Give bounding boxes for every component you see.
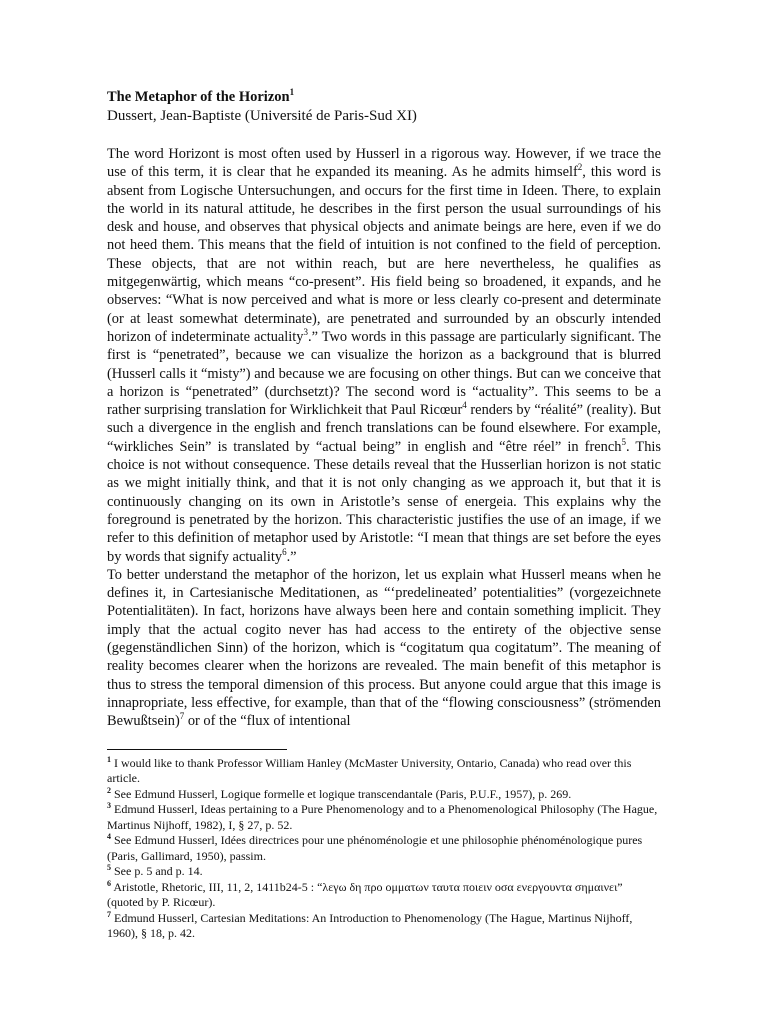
footnote-ref-4[interactable]: 4 xyxy=(462,400,467,411)
footnote-ref-2[interactable]: 2 xyxy=(577,162,583,173)
p1-text-5: . This choice is not without consequence. These details reveal that the Husserlian horizon is not static as we might initially think, and that it is not only changing as we approach it, but that it is continuously changing on its own in Aristotle’s sense of energeia. This explains why the foreground is penetrated by the horizon. This characteristic justifies the use of an image, if we refer to this definition of metaphor used by Aristotle: “I mean that things are set before the eyes by words that signify actuality xyxy=(107,438,661,565)
footnote-text: See Edmund Husserl, Logique formelle et logique transcendantale (Paris, P.U.F., 1957), p. 269. xyxy=(114,786,572,801)
footnote-number: 3 xyxy=(107,801,111,810)
footnote-1 xyxy=(107,756,661,787)
paragraph-1 xyxy=(107,145,661,566)
footnote-number: 6 xyxy=(107,878,111,888)
footnote-number: 7 xyxy=(107,909,111,919)
footnote-ref-5[interactable]: 5 xyxy=(621,436,626,447)
footnote-2 xyxy=(107,787,661,803)
footnote-number: 5 xyxy=(107,863,111,872)
footnote-5 xyxy=(107,864,661,880)
footnote-number: 2 xyxy=(107,785,111,795)
footnote-text: I would like to thank Professor William Hanley (McMaster University, Ontario, Canada) who read over this article. xyxy=(107,755,632,785)
footnote-number: 1 xyxy=(107,754,111,764)
footnote-ref-3[interactable]: 3 xyxy=(303,327,308,338)
footnote-7 xyxy=(107,911,661,942)
footnote-3 xyxy=(107,802,661,833)
p1-text-6: .” xyxy=(286,548,297,565)
footnote-text: See p. 5 and p. 14. xyxy=(114,864,203,878)
footnote-text: See Edmund Husserl, Idées directrices pour une phénoménologie et une philosophie phénoménologique pures (Paris, Gallimard, 1950), passim. xyxy=(107,833,643,863)
footnotes xyxy=(107,756,661,942)
footnote-number: 4 xyxy=(107,832,111,841)
footnote-text: Aristotle, Rhetoric, III, 11, 2, 1411b24-5 : “λεγω δη προ ομματων ταυτα ποιειν οσα ενεργουντα σημαινει” (quoted by P. Ricœur). xyxy=(107,879,623,909)
p1-text-3: .” Two words in this passage are particularly significant. The first is “penetrated”, because we can visualize the horizon as a background that is blurred (Husserl calls it “misty”) and because we are focusing on other things. But can we conceive that a horizon is “penetrated” (durchsetzt)? The second word is “actuality”. This seems to be a rather surprising translation for Wirklichkeit that Paul Ricœur xyxy=(107,328,661,419)
footnote-text: Edmund Husserl, Ideas pertaining to a Pure Phenomenology and to a Phenomenological Philosophy (The Hague, Martinus Nijhoff, 1982), I, § 27, p. 52. xyxy=(107,802,658,832)
title-footnote-mark[interactable]: 1 xyxy=(289,87,295,98)
author-line: Dussert, Jean-Baptiste (Université de Paris-Sud XI) xyxy=(107,108,417,124)
footnote-ref-7[interactable]: 7 xyxy=(179,711,185,722)
p2-text-1: To better understand the metaphor of the horizon, let us explain what Husserl means when he defines it, in Cartesianische Meditationen, as “‘predelineated’ potentialities” (vorgezeichnete Potentialitäten). In fact, horizons have always been here and contain something implicit. They imply that the actual cogito never has had access to the entirety of the objective sense (gegenständlichen Sinn) of the horizon, which is “cogitatum qua cogitatum”. The meaning of reality becomes clearer when the horizons are revealed. The main benefit of this metaphor is thus to stress the temporal dimension of this process. But anyone could argue that this image is innapropriate, less effective, for example, than that of the “flowing consciousness” (strömenden Bewußtsein) xyxy=(107,566,661,730)
footnote-ref-6[interactable]: 6 xyxy=(282,546,287,557)
footnote-text: Edmund Husserl, Cartesian Meditations: An Introduction to Phenomenology (The Hague, Martinus Nijhoff, 1960), § 18, p. 42. xyxy=(107,910,633,940)
page-title xyxy=(107,88,661,107)
footnote-separator xyxy=(107,749,287,750)
p1-text-1: The word Horizont is most often used by Husserl in a rigorous way. However, if we trace the use of this term, it is clear that he expanded its meaning. As he admits himself xyxy=(107,146,661,181)
p1-text-4: renders by “réalité” (reality). But such a divergence in the english and french translations can be found elsewhere. For example, “wirkliches Sein” is translated by “actual being” in english and “être réel” in french xyxy=(107,402,661,455)
p1-text-2: , this word is absent from Logische Untersuchungen, and occurs for the first time in Ideen. There, to explain the world in its natural attitude, he describes in the first person the usual surroundings of his desk and house, and observes that physical objects and animate beings are here, even if we do not heed them. This means that the field of intuition is not confined to the field of perception. These objects, that are not within reach, but are here nevertheless, he qualifies as mitgegenwärtig, which means “co-present”. His field being so broadened, it expands, and he observes: “What is now perceived and what is more or less clearly co-present and determinate (or at least somewhat determinate), are penetrated and surrounded by an obscurly intended horizon of indeterminate actuality xyxy=(107,164,661,345)
p2-text-2: or of the “flux of intentional xyxy=(184,713,351,730)
body-text xyxy=(107,145,661,731)
title-text: The Metaphor of the Horizon xyxy=(107,89,290,105)
footnote-4 xyxy=(107,833,661,864)
paragraph-2 xyxy=(107,566,661,731)
footnote-6 xyxy=(107,880,661,911)
